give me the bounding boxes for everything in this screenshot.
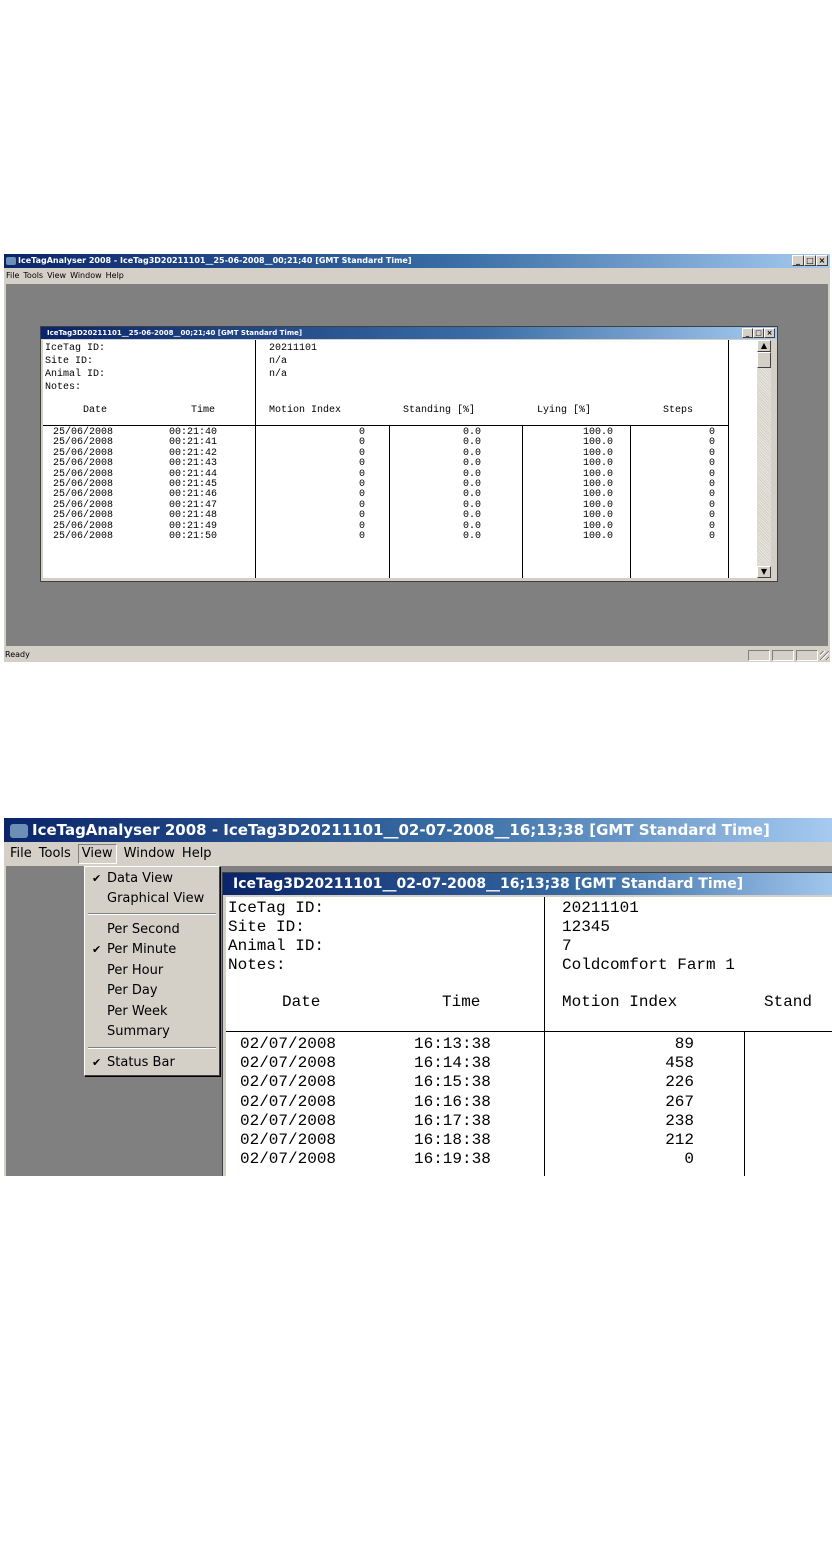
minimize-button[interactable]: _ bbox=[792, 255, 804, 266]
bottom-child-title-bar[interactable] bbox=[223, 873, 832, 895]
cell-lying: 100.0 bbox=[582, 520, 613, 532]
table-row[interactable] bbox=[43, 532, 758, 542]
meta-value-animal: n/a bbox=[269, 369, 288, 380]
cell-time: 00:21:45 bbox=[169, 479, 218, 490]
cell-lying: 100.0 bbox=[582, 499, 613, 511]
cell-steps: 0 bbox=[708, 479, 715, 490]
checkmark-icon: ✔ bbox=[92, 1056, 102, 1069]
cell-time: 00:21:49 bbox=[169, 520, 218, 532]
menu-item-data-view[interactable]: ✔ Data View bbox=[85, 869, 219, 889]
cell-steps: 0 bbox=[708, 489, 715, 501]
cell-motion-index: 0 bbox=[358, 499, 365, 511]
status-pane bbox=[748, 650, 770, 661]
cell-date: 02/07/2008 bbox=[240, 1092, 337, 1111]
cell-date: 02/07/2008 bbox=[240, 1111, 337, 1130]
cell-steps: 0 bbox=[708, 520, 715, 532]
cell-steps: 0 bbox=[708, 447, 715, 459]
table-row[interactable] bbox=[43, 511, 758, 521]
meta-label-icetag: IceTag ID: bbox=[45, 343, 106, 354]
column-header-date: Date bbox=[83, 405, 108, 416]
menu-item-per-minute[interactable]: ✔ Per Minute bbox=[85, 940, 219, 960]
top-app-window bbox=[4, 254, 830, 662]
cell-steps: 0 bbox=[708, 531, 715, 542]
menu-item-summary[interactable]: Summary bbox=[107, 1024, 170, 1039]
child-maximize-button[interactable]: □ bbox=[753, 328, 764, 338]
cell-time: 00:21:44 bbox=[169, 468, 218, 480]
table-row[interactable] bbox=[226, 1054, 832, 1073]
cell-date: 25/06/2008 bbox=[53, 427, 114, 438]
cell-motion-index: 0 bbox=[358, 437, 365, 449]
top-title-text: IceTagAnalyser 2008 - IceTag3D20211101__25-06-2008__00;21;40 [GMT Standard Time] bbox=[18, 256, 412, 265]
cell-time: 00:21:46 bbox=[169, 489, 218, 501]
view-menu-dropdown bbox=[84, 866, 220, 1076]
meta-value-notes: Coldcomfort Farm 1 bbox=[562, 956, 735, 974]
cell-date: 02/07/2008 bbox=[240, 1073, 337, 1092]
menu-item-graphical-view[interactable]: Graphical View bbox=[107, 891, 205, 906]
cell-standing: 0.0 bbox=[462, 520, 481, 532]
cell-standing: 0.0 bbox=[462, 479, 481, 490]
cell-time: 16:13:38 bbox=[414, 1035, 491, 1053]
top-mdi-client bbox=[6, 284, 828, 646]
cell-motion-index: 0 bbox=[358, 479, 365, 490]
top-child-window bbox=[40, 326, 778, 582]
cell-time: 16:19:38 bbox=[414, 1150, 491, 1169]
cell-lying: 100.0 bbox=[582, 479, 613, 490]
cell-time: 16:17:38 bbox=[414, 1111, 491, 1130]
cell-date: 25/06/2008 bbox=[53, 468, 114, 480]
table-row[interactable] bbox=[43, 438, 758, 448]
cell-date: 25/06/2008 bbox=[53, 489, 114, 501]
table-row[interactable] bbox=[226, 1073, 832, 1092]
meta-value-icetag: 20211101 bbox=[269, 343, 318, 354]
top-menu-bar bbox=[4, 269, 830, 283]
column-header-standing: Standing [%] bbox=[403, 405, 476, 416]
cell-time: 16:18:38 bbox=[414, 1131, 491, 1149]
menu-view[interactable]: View bbox=[47, 271, 67, 280]
cell-motion-index: 267 bbox=[665, 1092, 694, 1111]
table-row[interactable] bbox=[43, 490, 758, 500]
column-header-time: Time bbox=[442, 993, 481, 1011]
table-row[interactable] bbox=[226, 1112, 832, 1131]
cell-time: 00:21:50 bbox=[169, 531, 218, 542]
bottom-child-window bbox=[222, 872, 832, 1176]
cell-lying: 100.0 bbox=[582, 510, 613, 522]
menu-file[interactable]: File bbox=[10, 846, 32, 861]
table-row[interactable] bbox=[226, 1150, 832, 1169]
meta-label-animal: Animal ID: bbox=[228, 937, 325, 955]
bottom-app-window bbox=[4, 818, 832, 1176]
cell-time: 16:14:38 bbox=[414, 1054, 491, 1073]
cell-standing: 0.0 bbox=[462, 437, 481, 449]
top-vertical-scrollbar[interactable] bbox=[757, 340, 771, 578]
bottom-data-grid bbox=[226, 897, 832, 1176]
close-button[interactable]: × bbox=[816, 255, 828, 266]
top-title-bar[interactable] bbox=[4, 254, 830, 268]
child-minimize-button[interactable]: _ bbox=[742, 328, 753, 338]
cell-motion-index: 0 bbox=[358, 468, 365, 480]
cell-date: 25/06/2008 bbox=[53, 499, 114, 511]
cell-motion-index: 458 bbox=[665, 1054, 694, 1073]
menu-item-per-hour[interactable]: Per Hour bbox=[107, 963, 164, 978]
meta-label-icetag: IceTag ID: bbox=[228, 899, 325, 917]
cell-time: 16:16:38 bbox=[414, 1092, 491, 1111]
meta-label-notes: Notes: bbox=[45, 382, 82, 393]
cell-date: 25/06/2008 bbox=[53, 520, 114, 532]
cell-time: 00:21:42 bbox=[169, 447, 218, 459]
cell-motion-index: 89 bbox=[674, 1035, 694, 1053]
column-header-lying: Lying [%] bbox=[537, 405, 592, 416]
cell-date: 02/07/2008 bbox=[240, 1054, 337, 1073]
checkmark-icon: ✔ bbox=[92, 872, 102, 885]
cell-lying: 100.0 bbox=[582, 489, 613, 501]
table-row[interactable] bbox=[43, 459, 758, 469]
column-header-steps: Steps bbox=[663, 405, 694, 416]
cell-time: 00:21:40 bbox=[169, 427, 218, 438]
app-icon bbox=[6, 257, 16, 265]
cell-time: 00:21:43 bbox=[169, 458, 218, 470]
cell-motion-index: 0 bbox=[358, 510, 365, 522]
cell-standing: 0.0 bbox=[462, 468, 481, 480]
cell-date: 25/06/2008 bbox=[53, 531, 114, 542]
cell-lying: 100.0 bbox=[582, 531, 613, 542]
meta-value-animal: 7 bbox=[562, 937, 572, 955]
menu-tools[interactable]: Tools bbox=[23, 271, 44, 280]
menu-item-per-day[interactable]: Per Day bbox=[107, 983, 158, 998]
cell-steps: 0 bbox=[708, 468, 715, 480]
cell-standing: 0.0 bbox=[462, 510, 481, 522]
cell-motion-index: 238 bbox=[665, 1111, 694, 1130]
menu-separator bbox=[88, 1047, 216, 1049]
top-data-grid bbox=[43, 340, 758, 578]
status-pane bbox=[772, 650, 794, 661]
menu-view[interactable]: View bbox=[78, 844, 117, 864]
table-row[interactable] bbox=[43, 501, 758, 511]
cell-date: 25/06/2008 bbox=[53, 447, 114, 459]
cell-lying: 100.0 bbox=[582, 447, 613, 459]
cell-motion-index: 0 bbox=[358, 520, 365, 532]
cell-standing: 0.0 bbox=[462, 427, 481, 438]
cell-lying: 100.0 bbox=[582, 437, 613, 449]
column-header-standing: Stand bbox=[764, 993, 813, 1011]
cell-time: 00:21:48 bbox=[169, 510, 218, 522]
cell-standing: 0.0 bbox=[462, 499, 481, 511]
grid-line bbox=[226, 1031, 832, 1032]
child-close-button[interactable]: × bbox=[764, 328, 775, 338]
bottom-mdi-client bbox=[6, 866, 832, 1176]
table-row[interactable] bbox=[43, 449, 758, 459]
meta-value-site: n/a bbox=[269, 356, 288, 367]
meta-label-site: Site ID: bbox=[45, 356, 94, 367]
cell-steps: 0 bbox=[708, 510, 715, 522]
cell-steps: 0 bbox=[708, 458, 715, 470]
cell-standing: 0.0 bbox=[462, 447, 481, 459]
scroll-down-arrow-icon[interactable]: ▼ bbox=[757, 566, 771, 578]
scroll-thumb[interactable] bbox=[757, 352, 771, 368]
cell-steps: 0 bbox=[708, 437, 715, 449]
menu-item-per-week[interactable]: Per Week bbox=[107, 1004, 168, 1019]
cell-motion-index: 0 bbox=[358, 458, 365, 470]
table-row[interactable] bbox=[43, 480, 758, 490]
cell-lying: 100.0 bbox=[582, 468, 613, 480]
table-row[interactable] bbox=[43, 428, 758, 438]
cell-standing: 0.0 bbox=[462, 489, 481, 501]
status-text: Ready bbox=[5, 650, 30, 659]
cell-motion-index: 0 bbox=[358, 531, 365, 542]
cell-steps: 0 bbox=[708, 499, 715, 511]
top-child-title-bar[interactable] bbox=[41, 327, 777, 339]
menu-separator bbox=[88, 913, 216, 915]
menu-item-status-bar[interactable]: ✔ Status Bar bbox=[85, 1053, 219, 1073]
table-row[interactable] bbox=[43, 522, 758, 532]
cell-date: 25/06/2008 bbox=[53, 510, 114, 522]
column-header-motion: Motion Index bbox=[562, 993, 678, 1011]
checkmark-icon: ✔ bbox=[92, 943, 102, 956]
cell-date: 25/06/2008 bbox=[53, 458, 114, 470]
cell-motion-index: 0 bbox=[684, 1150, 694, 1169]
cell-steps: 0 bbox=[708, 427, 715, 438]
menu-window[interactable]: Window bbox=[123, 846, 175, 861]
cell-standing: 0.0 bbox=[462, 531, 481, 542]
bottom-title-text: IceTagAnalyser 2008 - IceTag3D20211101__02-07-2008__16;13;38 [GMT Standard Time] bbox=[32, 821, 770, 839]
table-row[interactable] bbox=[226, 1093, 832, 1112]
cell-motion-index: 0 bbox=[358, 447, 365, 459]
column-header-motion: Motion Index bbox=[269, 405, 342, 416]
menu-help[interactable]: Help bbox=[105, 271, 124, 280]
meta-value-site: 12345 bbox=[562, 918, 611, 936]
meta-label-notes: Notes: bbox=[228, 956, 286, 974]
cell-standing: 0.0 bbox=[462, 458, 481, 470]
cell-time: 00:21:47 bbox=[169, 499, 218, 511]
column-header-date: Date bbox=[282, 993, 321, 1011]
table-row[interactable] bbox=[226, 1131, 832, 1150]
app-icon bbox=[10, 824, 28, 838]
bottom-menu-bar bbox=[4, 843, 832, 865]
bottom-title-bar[interactable] bbox=[4, 818, 832, 842]
cell-date: 02/07/2008 bbox=[240, 1035, 337, 1053]
menu-help[interactable]: Help bbox=[181, 846, 212, 861]
scroll-up-arrow-icon[interactable]: ▲ bbox=[757, 340, 771, 352]
column-header-time: Time bbox=[191, 405, 216, 416]
top-status-bar bbox=[4, 648, 830, 662]
cell-motion-index: 0 bbox=[358, 489, 365, 501]
meta-value-icetag: 20211101 bbox=[562, 899, 639, 917]
menu-item-per-second[interactable]: Per Second bbox=[107, 922, 180, 937]
maximize-button[interactable]: □ bbox=[804, 255, 816, 266]
cell-date: 02/07/2008 bbox=[240, 1131, 337, 1149]
cell-date: 25/06/2008 bbox=[53, 479, 114, 490]
status-pane bbox=[796, 650, 818, 661]
menu-tools[interactable]: Tools bbox=[38, 846, 71, 861]
cell-time: 00:21:41 bbox=[169, 437, 218, 449]
size-grip-icon[interactable] bbox=[820, 651, 829, 660]
top-child-title-text: IceTag3D20211101__25-06-2008__00;21;40 [GMT Standard Time] bbox=[47, 329, 303, 337]
bottom-child-title-text: IceTag3D20211101__02-07-2008__16;13;38 [GMT Standard Time] bbox=[233, 876, 744, 892]
cell-date: 25/06/2008 bbox=[53, 437, 114, 449]
cell-motion-index: 212 bbox=[665, 1131, 694, 1149]
table-row[interactable] bbox=[43, 470, 758, 480]
cell-lying: 100.0 bbox=[582, 427, 613, 438]
cell-motion-index: 0 bbox=[358, 427, 365, 438]
menu-file[interactable]: File bbox=[6, 271, 20, 280]
menu-window[interactable]: Window bbox=[70, 271, 102, 280]
meta-label-animal: Animal ID: bbox=[45, 369, 106, 380]
grid-line bbox=[43, 425, 729, 426]
cell-time: 16:15:38 bbox=[414, 1073, 491, 1092]
cell-motion-index: 226 bbox=[665, 1073, 694, 1092]
meta-label-site: Site ID: bbox=[228, 918, 305, 936]
table-row[interactable] bbox=[226, 1035, 832, 1054]
cell-lying: 100.0 bbox=[582, 458, 613, 470]
cell-date: 02/07/2008 bbox=[240, 1150, 337, 1169]
